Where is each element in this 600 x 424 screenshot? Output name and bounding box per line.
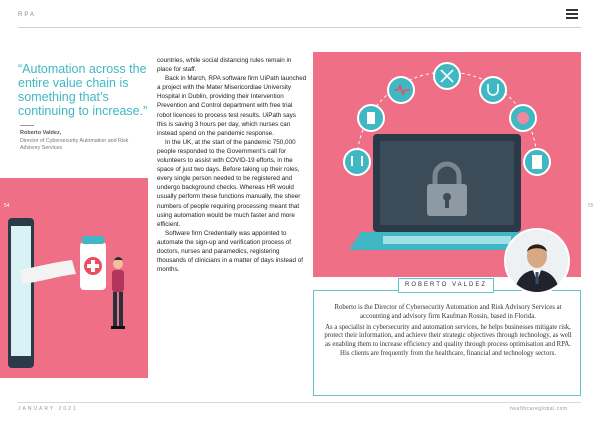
avatar <box>504 228 570 294</box>
page-number-right: 55 <box>588 203 594 209</box>
quote-divider <box>20 125 34 126</box>
healthcare-illustration <box>0 178 148 378</box>
article-paragraph: Back in March, RPA software firm UiPath launched a project with the Mater Misericordiae University Hospital in Dublin, providing their Intervention Prevention and Control department with free trial robot licences to process test results. UiPath says this is saving 3 hours per day, which nurses can instead spend on the pandemic response. <box>157 75 307 137</box>
article-paragraph: In the UK, at the start of the pandemic 750,000 people responded to the Government’s call for volunteers to assist with COVID-19 efforts, in the space of just two days. Before taking up their roles, every single person needed to be registered and undergo background checks. Whereas HR would usually perform these functions manually, the sheer numbers of people requiring processing meant that using automation would be much faster and more efficient. <box>157 138 301 228</box>
document-icon <box>524 149 550 175</box>
bio-paragraph: As a specialist in cybersecurity and automation services, he helps businesses mitigate risk, protect their information, and achieve their strategic objectives through technology, as well as enabling them to increase efficiency and quality through process optimisation and RPA. His clients are frequently from the healthcare, financial and technology sectors. <box>324 323 572 357</box>
article-body <box>157 56 307 274</box>
footer-date: JANUARY 2021 <box>18 406 78 412</box>
header-divider <box>18 27 581 28</box>
header-section-label: RPA <box>18 12 36 18</box>
article-paragraph: countries, while social distancing rules remain in place for staff. <box>157 57 292 74</box>
name-plate: ROBERTO VALDEZ <box>398 278 494 293</box>
bio-paragraph: Roberto is the Director of Cybersecurity Automation and Risk Advisory Services at accounting and advisory firm Kaufman Rossin, based in Florida. <box>334 304 562 320</box>
brain-icon <box>510 105 536 131</box>
article-paragraph: Software firm Credentially was appointed to automate the sign-up and verification process of doctors, nurses and paramedics, registering thousands of clinicians in a matter of days instead of months. <box>157 229 303 274</box>
dna-icon <box>434 63 460 89</box>
footer-divider <box>18 402 581 403</box>
lungs-icon <box>344 149 370 175</box>
page-number-left: 54 <box>4 203 10 209</box>
person-icon <box>113 259 123 269</box>
microscope-icon <box>358 105 384 131</box>
stethoscope-icon <box>480 77 506 103</box>
heart-monitor-icon <box>388 77 414 103</box>
footer-website-link[interactable]: healthcareglobal.com <box>510 406 568 412</box>
quote-author-name: Roberto Valdez, <box>20 130 62 136</box>
hamburger-menu-icon[interactable] <box>566 9 578 19</box>
quote-author-role: Director of Cybersecurity Automation and Risk Advisory Services <box>20 138 129 151</box>
pull-quote: “Automation across the entire value chain is something that’s continuing to increase.” <box>18 62 148 118</box>
bio-text <box>322 304 574 359</box>
